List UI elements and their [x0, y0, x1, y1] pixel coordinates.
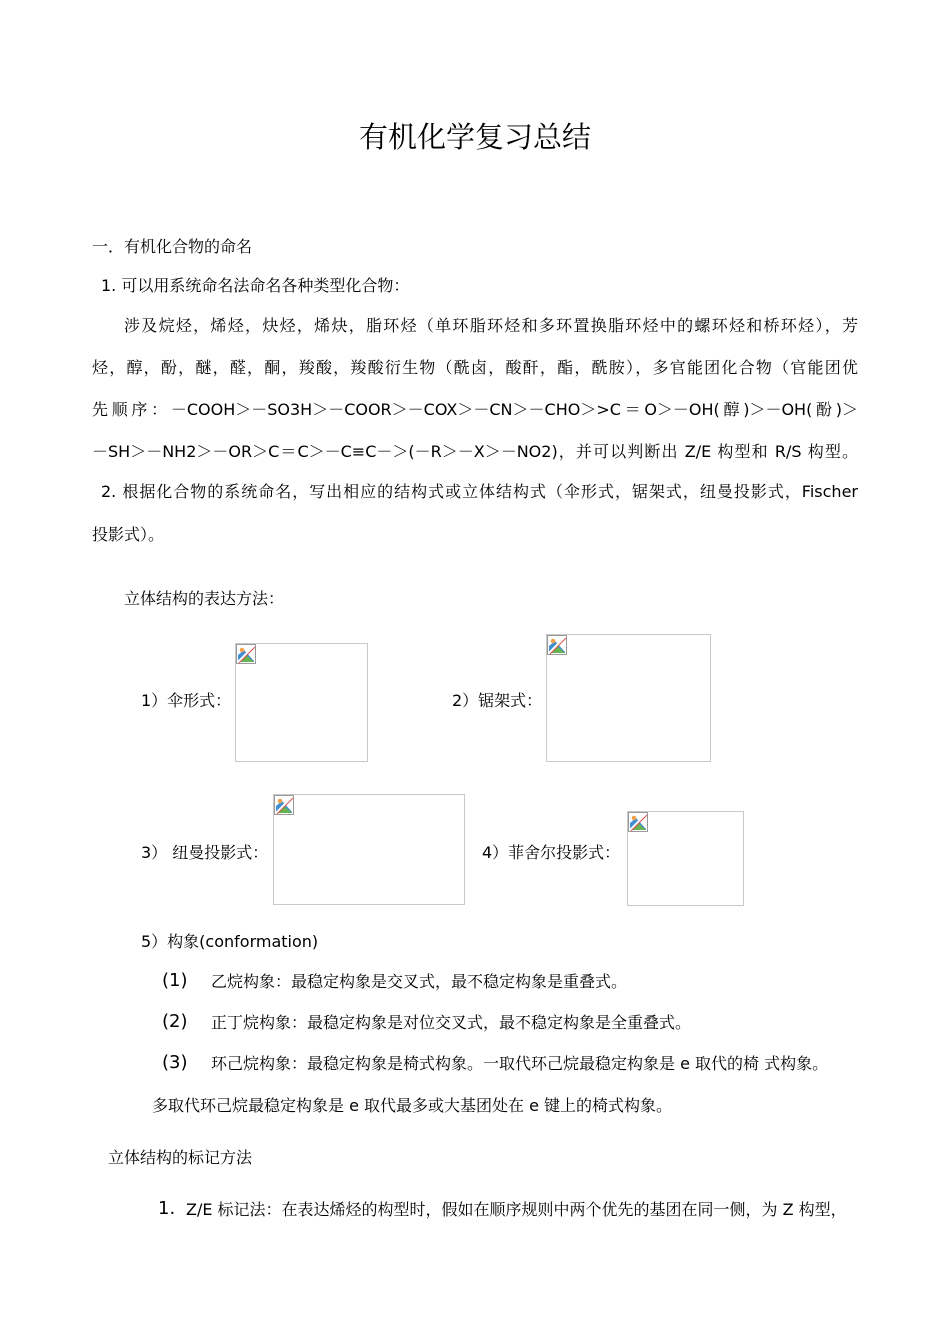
broken-image-icon: [274, 795, 294, 815]
item-2-line: 投影式）。: [92, 525, 165, 544]
conformation-item-number: (2): [162, 1011, 188, 1032]
stereo-heading: 立体结构的表达方法：: [124, 589, 285, 608]
paragraph-line: 烃，醇，酚，醚，醛，酮，羧酸，羧酸衍生物（酰卤，酸酐，酯，酰胺），多官能团化合物（官能团优: [92, 358, 858, 377]
conformation-item-text: 乙烷构象：最稳定构象是交叉式，最不稳定构象是重叠式。: [211, 972, 628, 991]
newman-projection-label: 3） 纽曼投影式：: [141, 843, 269, 862]
umbrella-form-label: 1）伞形式：: [141, 691, 232, 710]
sawhorse-form-label: 2）锯架式：: [452, 691, 543, 710]
notation-item-text: Z/E 标记法：在表达烯烃的构型时，假如在顺序规则中两个优先的基团在同一侧，为 Z 构型，: [186, 1200, 847, 1219]
newman-projection-image: [273, 794, 465, 905]
notation-item-number: 1.: [158, 1198, 176, 1219]
sawhorse-form-image: [546, 634, 711, 762]
broken-image-icon: [628, 812, 648, 832]
section-heading: 一．有机化合物的命名: [92, 237, 253, 256]
page-title: 有机化学复习总结: [358, 120, 591, 154]
paragraph-line: 先顺序：－COOH＞－SO3H＞－COOR＞－COX＞－CN＞－CHO＞>C＝O＞－OH(醇)＞－OH(酚)＞: [92, 400, 858, 419]
conformation-label: 5）构象(conformation): [141, 932, 319, 951]
conformation-item-number: (1): [162, 970, 188, 991]
conformation-item-number: (3): [162, 1052, 188, 1073]
paragraph-line: 涉及烷烃，烯烃，炔烃，烯炔，脂环烃（单环脂环烃和多环置换脂环烃中的螺环烃和桥环烃），芳: [124, 316, 858, 335]
conformation-item-text: 正丁烷构象：最稳定构象是对位交叉式，最不稳定构象是全重叠式。: [211, 1013, 692, 1032]
broken-image-icon: [236, 644, 256, 664]
fischer-projection-label: 4）菲舍尔投影式：: [482, 843, 621, 862]
broken-image-icon: [547, 635, 567, 655]
item-2-line: 2. 根据化合物的系统命名，写出相应的结构式或立体结构式（伞形式，锯架式，纽曼投影式，Fischer: [101, 482, 858, 501]
conformation-continuation: 多取代环己烷最稳定构象是 e 取代最多或大基团处在 e 键上的椅式构象。: [152, 1096, 673, 1115]
fischer-projection-image: [627, 811, 744, 906]
notation-heading: 立体结构的标记方法: [108, 1148, 253, 1167]
item-1-label: 1. 可以用系统命名法命名各种类型化合物：: [101, 276, 410, 295]
paragraph-line: －SH＞－NH2＞－OR＞C＝C＞－C≡C－＞(－R＞－X＞－NO2)，并可以判断出 Z/E 构型和 R/S 构型。: [92, 442, 858, 461]
conformation-item-text: 环己烷构象：最稳定构象是椅式构象。一取代环己烷最稳定构象是 e 取代的椅 式构象。: [211, 1054, 829, 1073]
umbrella-form-image: [235, 643, 368, 762]
